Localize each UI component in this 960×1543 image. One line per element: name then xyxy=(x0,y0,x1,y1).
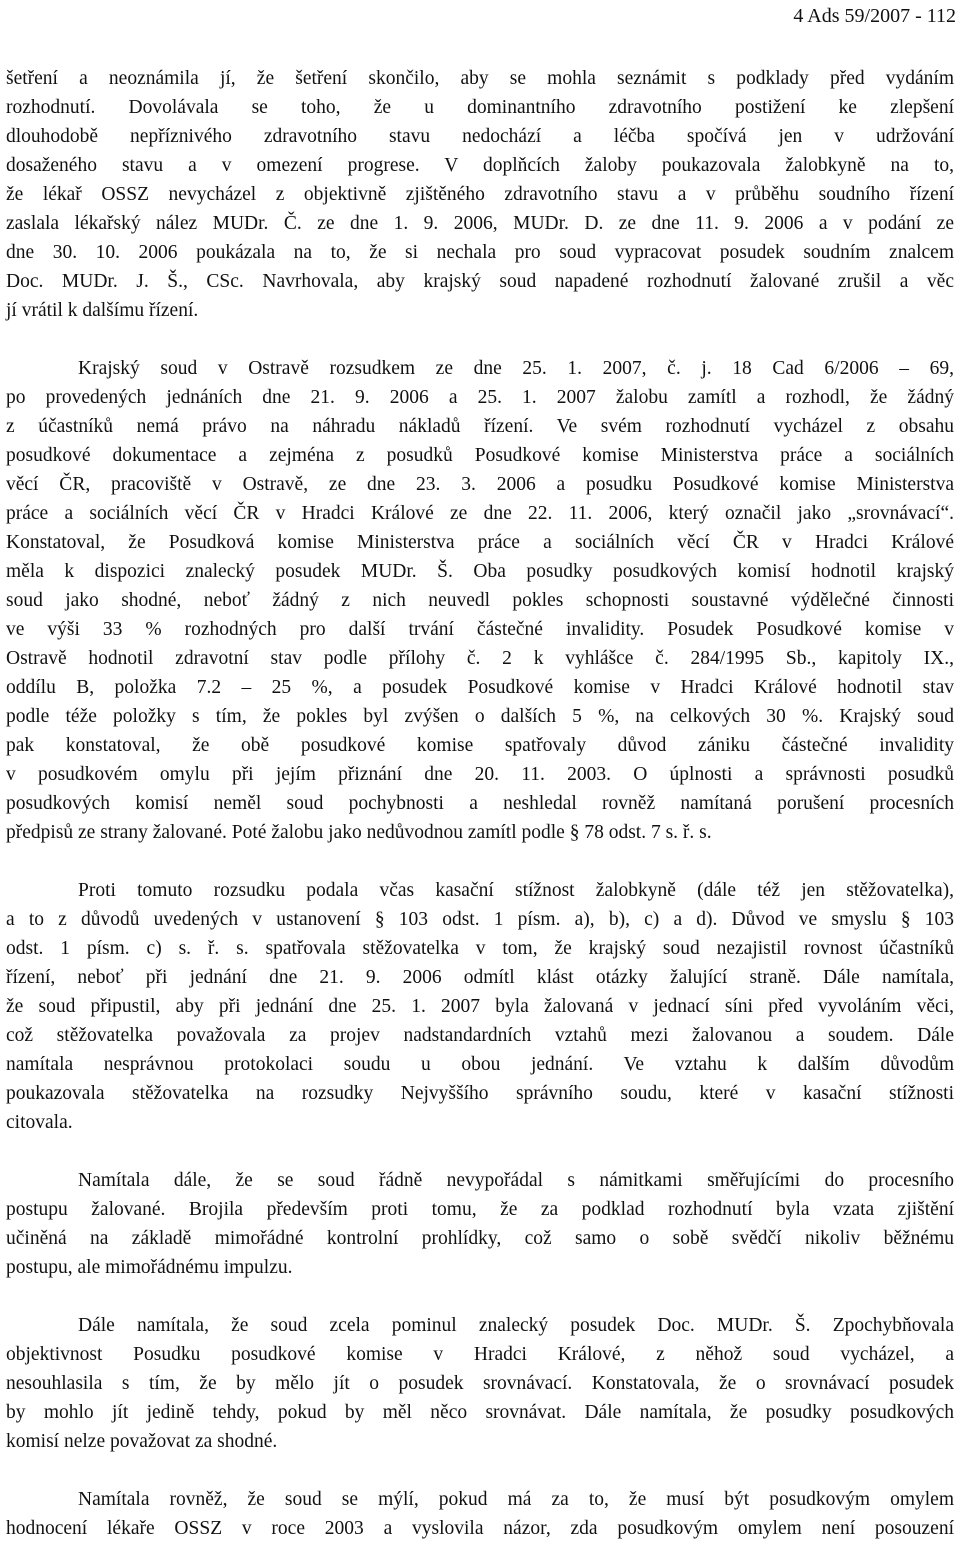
text-line: práce a sociálních věcí ČR v Hradci Králové ze dne 22. 11. 2006, který označil jako „srovnávací“. xyxy=(6,503,954,524)
text-line: zaslala lékařský nález MUDr. Č. ze dne 1. 9. 2006, MUDr. D. ze dne 11. 9. 2006 a v podání ze xyxy=(6,213,954,234)
text-line: Ostravě hodnotil zdravotní stav podle přílohy č. 2 k vyhlášce č. 284/1995 Sb., kapitoly IX., xyxy=(6,648,954,669)
text-line: učiněná na základě mimořádné kontrolní prohlídky, což samo o sobě svědčí nikoliv běžnému xyxy=(6,1228,954,1249)
text-line: Doc. MUDr. J. Š., CSc. Navrhovala, aby krajský soud napadené rozhodnutí žalované zrušil a věc xyxy=(6,271,954,292)
text-line: oddílu B, položka 7.2 – 25 %, a posudek Posudkové komise v Hradci Králové hodnotil stav xyxy=(6,677,954,698)
text-line: že lékař OSSZ nevycházel z objektivně zjištěného zdravotního stavu a v průběhu soudního řízení xyxy=(6,184,954,205)
text-line: Dále namítala, že soud zcela pominul znalecký posudek Doc. MUDr. Š. Zpochybňovala xyxy=(78,1315,954,1336)
text-line: dlouhodobě nepříznivého zdravotního stavu nedochází a léčba spočívá jen v udržování xyxy=(6,126,954,147)
document-body xyxy=(6,64,954,1543)
text-line: což stěžovatelka považovala za projev nadstandardních vztahů mezi žalovanou a soudem. Dále xyxy=(6,1025,954,1046)
paragraph-p6 xyxy=(6,1485,954,1543)
paragraph-p2 xyxy=(6,354,954,847)
text-line: posudkových komisí neměl soud pochybnosti a neshledal rovněž namítaná porušení procesních xyxy=(6,793,954,814)
text-line: Konstatoval, že Posudková komise Ministerstva práce a sociálních věcí ČR v Hradci Králové xyxy=(6,532,954,553)
text-line: šetření a neoznámila jí, že šetření skončilo, aby se mohla seznámit s podklady před vydáním xyxy=(6,68,954,89)
paragraph-p3 xyxy=(6,876,954,1137)
text-line: pak konstatoval, že obě posudkové komise spatřovaly důvod zániku částečné invalidity xyxy=(6,735,954,756)
text-line: poukazovala stěžovatelka na rozsudky Nejvyššího správního soudu, které v kasační stížnosti xyxy=(6,1083,954,1104)
text-line: dne 30. 10. 2006 poukázala na to, že si nechala pro soud vypracovat posudek soudním znalcem xyxy=(6,242,954,263)
text-line: nesouhlasila s tím, že by mělo jít o posudek srovnávací. Konstatovala, že o srovnávací posudek xyxy=(6,1373,954,1394)
text-line: a to z důvodů uvedených v ustanovení § 103 odst. 1 písm. a), b), c) a d). Důvod ve smyslu § 103 xyxy=(6,909,954,930)
text-line: posudkové dokumentace a zejména z posudků Posudkové komise Ministerstva práce a sociálních xyxy=(6,445,954,466)
text-line: ve výši 33 % rozhodných pro další trvání částečné invalidity. Posudek Posudkové komise v xyxy=(6,619,954,640)
text-line: soud jako shodné, neboť žádný z nich neuvedl pokles schopnosti soustavné výdělečné činnosti xyxy=(6,590,954,611)
text-line: řízení, neboť při jednání dne 21. 9. 2006 odmítl klást otázky žalující straně. Dále namítala, xyxy=(6,967,954,988)
text-line: jí vrátil k dalšímu řízení. xyxy=(6,300,199,321)
text-line: by mohlo jít jedině tehdy, pokud by měl něco srovnávat. Dále namítala, že posudky posudkových xyxy=(6,1402,954,1423)
case-reference-header: 4 Ads 59/2007 - 112 xyxy=(793,5,956,27)
text-line: Proti tomuto rozsudku podala včas kasační stížnost žalobkyně (dále též jen stěžovatelka), xyxy=(78,880,954,901)
text-line: postupu, ale mimořádnému impulzu. xyxy=(6,1257,293,1278)
text-line: postupu žalované. Brojila především proti tomu, že za podklad rozhodnutí byla vzata zjištění xyxy=(6,1199,954,1220)
text-line: Namítala rovněž, že soud se mýlí, pokud má za to, že musí být posudkovým omylem xyxy=(78,1489,954,1510)
text-line: dosaženého stavu a v omezení progrese. V doplňcích žaloby poukazovala žalobkyně na to, xyxy=(6,155,954,176)
text-line: objektivnost Posudku posudkové komise v Hradci Králové, z něhož soud vycházel, a xyxy=(6,1344,954,1365)
paragraph-p4 xyxy=(6,1166,954,1282)
text-line: hodnocení lékaře OSSZ v roce 2003 a vyslovila názor, zda posudkovým omylem není posouzení xyxy=(6,1518,954,1539)
text-line: namítala nesprávnou protokolaci soudu u obou jednání. Ve vztahu k dalším důvodům xyxy=(6,1054,954,1075)
text-line: komisí nelze považovat za shodné. xyxy=(6,1431,278,1452)
text-line: po provedených jednáních dne 21. 9. 2006 a 25. 1. 2007 žalobu zamítl a rozhodl, že žádný xyxy=(6,387,954,408)
text-line: Krajský soud v Ostravě rozsudkem ze dne 25. 1. 2007, č. j. 18 Cad 6/2006 – 69, xyxy=(78,358,954,379)
text-line: měla k dispozici znalecký posudek MUDr. Š. Oba posudky posudkových komisí hodnotil krajský xyxy=(6,561,954,582)
text-line: že soud připustil, aby při jednání dne 25. 1. 2007 byla žalovaná v jednací síni před vyvoláním věci, xyxy=(6,996,954,1017)
text-line: podle téže položky s tím, že pokles byl zvýšen o dalších 5 %, na celkových 30 %. Krajský soud xyxy=(6,706,954,727)
text-line: z účastníků nemá právo na náhradu nákladů řízení. Ve svém rozhodnutí vycházel z obsahu xyxy=(6,416,954,437)
paragraph-p5 xyxy=(6,1311,954,1456)
text-line: citovala. xyxy=(6,1112,73,1133)
text-line: v posudkovém omylu při jejím přiznání dne 20. 11. 2003. O úplnosti a správnosti posudků xyxy=(6,764,954,785)
text-line: věcí ČR, pracoviště v Ostravě, ze dne 23. 3. 2006 a posudku Posudkové komise Ministerstva xyxy=(6,474,954,495)
text-line: odst. 1 písm. c) s. ř. s. spatřovala stěžovatelka v tom, že krajský soud nezajistil rovnost účastníků xyxy=(6,938,954,959)
paragraph-p1 xyxy=(6,64,954,325)
text-line: Namítala dále, že se soud řádně nevypořádal s námitkami směřujícími do procesního xyxy=(78,1170,954,1191)
text-line: rozhodnutí. Dovolávala se toho, že u dominantního zdravotního postižení ke zlepšení xyxy=(6,97,954,118)
text-line: předpisů ze strany žalované. Poté žalobu jako nedůvodnou zamítl podle § 78 odst. 7 s. ř. s. xyxy=(6,822,712,843)
